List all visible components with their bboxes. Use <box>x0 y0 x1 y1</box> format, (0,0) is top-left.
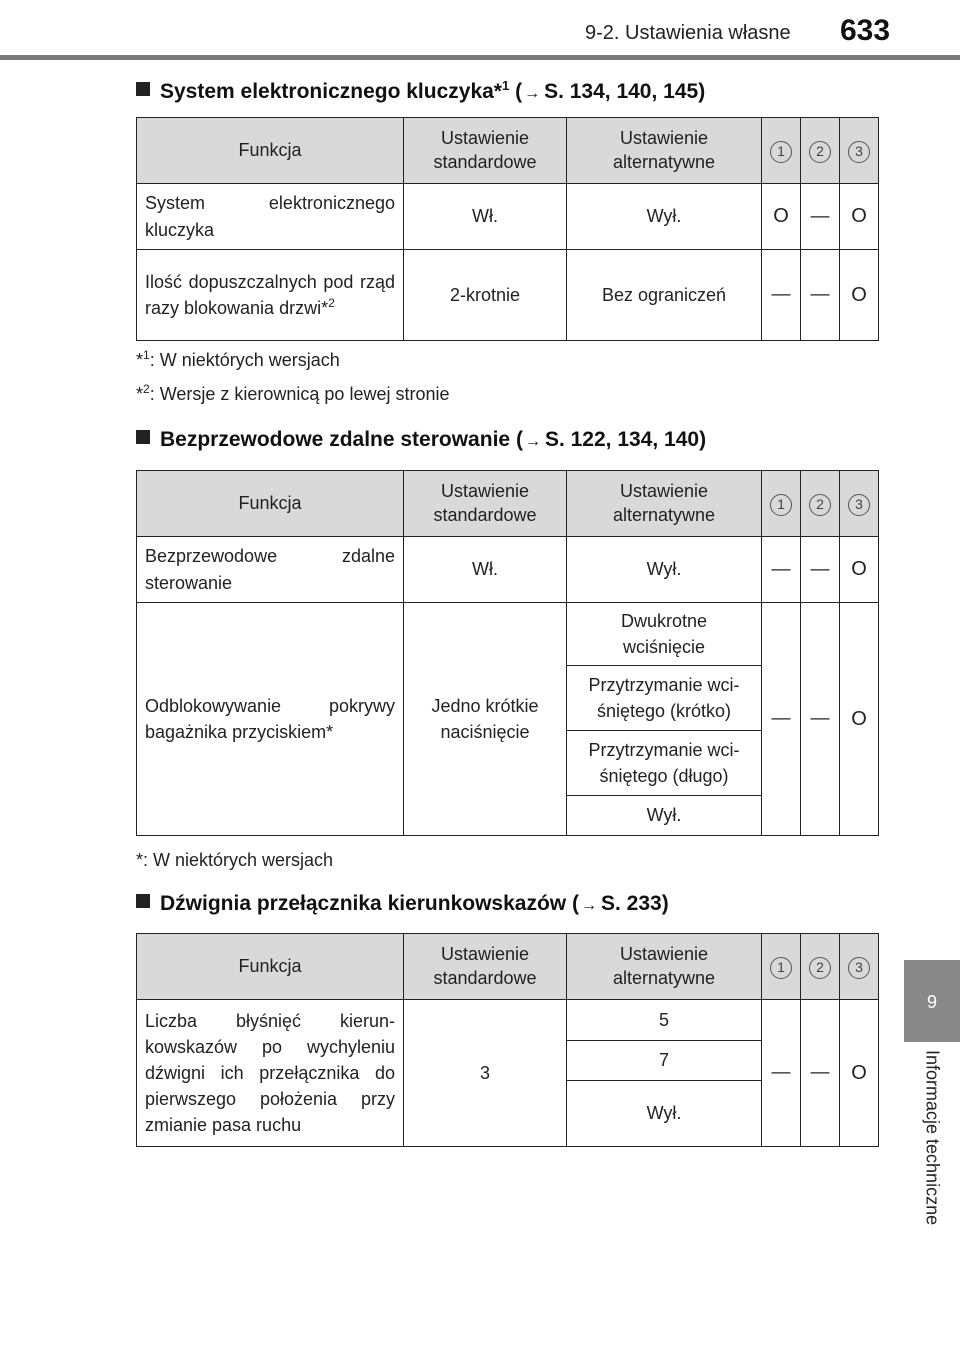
alternative-cell: 5 <box>567 1000 762 1041</box>
method-1-mark: — <box>762 1000 801 1147</box>
footnote-2: *$^2$: Wersje z kierownicą po lewej stronie <box>136 382 450 404</box>
footnote-1: *$^1$: W niektórych wersjach <box>136 348 340 370</box>
alternative-cell: Przytrzymanie wci- śniętego (krótko) <box>567 666 762 731</box>
method-1-mark: O <box>762 184 801 250</box>
column-header-method-3 <box>840 118 879 184</box>
function-cell: System elektronicznego kluczyka <box>137 184 404 250</box>
circle-1-icon: 1 <box>770 141 792 163</box>
function-cell: Ilość dopuszczalnych pod rząd razy blokowania drzwi*$^2$ <box>137 250 404 341</box>
bullet-square-icon <box>136 430 150 444</box>
section-heading: 9-2. Ustawienia własne <box>585 22 791 44</box>
alternative-cell: Dwukrotne wciśnięcie <box>567 603 762 666</box>
bullet-square-icon <box>136 894 150 908</box>
column-header-default: Ustawienie standardowe <box>404 471 567 537</box>
chapter-number: 9 <box>926 992 937 1012</box>
column-header-method-2 <box>801 471 840 537</box>
column-header-method-1 <box>762 471 801 537</box>
table-row <box>137 603 879 666</box>
column-header-function: Funkcja <box>137 471 404 537</box>
footnote-marker: 1 <box>501 78 510 93</box>
alternative-cell: Bez ograniczeń <box>567 250 762 341</box>
method-3-mark: O <box>840 537 879 603</box>
method-3-mark: O <box>840 184 879 250</box>
column-header-alternative: Ustawienie alternatywne <box>567 471 762 537</box>
table-header-row <box>137 118 879 184</box>
bullet-square-icon <box>136 82 150 96</box>
footnote-remote: *: W niektórych wersjach <box>136 850 334 870</box>
column-header-alternative: Ustawienie alternatywne <box>567 118 762 184</box>
table-row <box>137 184 879 250</box>
column-header-method-2 <box>801 118 840 184</box>
method-1-mark: — <box>762 250 801 341</box>
section-title-remote <box>136 428 706 452</box>
function-cell: Liczba błyśnięć kierun-kowskazów po wychyleniu dźwigni ich przełącznika do pierwszego położenia przy zmianie pasa ruchu <box>137 1000 404 1147</box>
section-title-smart-key <box>136 78 705 104</box>
reference-open: ( <box>571 892 579 915</box>
section-title-text: Bezprzewodowe zdalne sterowanie <box>160 428 511 451</box>
alternative-cell: Przytrzymanie wci- śniętego (długo) <box>567 731 762 796</box>
method-3-mark: O <box>840 250 879 341</box>
circle-3-icon: 3 <box>848 494 870 516</box>
default-cell: 2-krotnie <box>404 250 567 341</box>
circle-3-icon: 3 <box>848 957 870 979</box>
chapter-tab <box>904 960 960 1042</box>
column-header-method-3 <box>840 934 879 1000</box>
settings-table-turn-signal <box>136 933 879 1147</box>
default-cell: 3 <box>404 1000 567 1147</box>
header-divider <box>0 55 960 60</box>
settings-table-remote <box>136 470 879 836</box>
circle-1-icon: 1 <box>770 494 792 516</box>
function-cell: Odblokowywanie pokrywy bagażnika przyciskiem* <box>137 603 404 836</box>
section-title-text: Dźwignia przełącznika kierunkowskazów <box>160 892 567 915</box>
alternative-cell: 7 <box>567 1041 762 1081</box>
table-row <box>137 537 879 603</box>
column-header-method-1 <box>762 118 801 184</box>
section-title-text: System elektronicznego kluczyka* <box>160 80 502 103</box>
reference-open: ( <box>515 80 523 103</box>
table-row <box>137 1000 879 1041</box>
alternative-cell: Wył. <box>567 1081 762 1147</box>
table-header-row <box>137 471 879 537</box>
column-header-method-3 <box>840 471 879 537</box>
alternative-cell: Wył. <box>567 184 762 250</box>
page-number: 633 <box>840 14 891 47</box>
circle-2-icon: 2 <box>809 141 831 163</box>
method-3-mark: O <box>840 603 879 836</box>
page-reference: S. 134, 140, 145) <box>544 80 706 103</box>
arrow-icon: → <box>524 433 541 450</box>
method-2-mark: — <box>801 184 840 250</box>
arrow-icon: → <box>524 85 541 102</box>
table-header-row <box>137 934 879 1000</box>
method-1-mark: — <box>762 537 801 603</box>
method-2-mark: — <box>801 603 840 836</box>
method-3-mark: O <box>840 1000 879 1147</box>
arrow-icon: → <box>580 897 597 914</box>
circle-2-icon: 2 <box>809 957 831 979</box>
page-reference: S. 233) <box>600 892 669 915</box>
alternative-cell: Wył. <box>567 537 762 603</box>
method-1-mark: — <box>762 603 801 836</box>
column-header-default: Ustawienie standardowe <box>404 118 567 184</box>
default-cell: Wł. <box>404 184 567 250</box>
page-reference: S. 122, 134, 140) <box>544 428 707 451</box>
default-cell: Jedno krótkie naciśnięcie <box>404 603 567 836</box>
chapter-label-text: Informacje techniczne <box>922 1050 943 1226</box>
method-2-mark: — <box>801 1000 840 1147</box>
section-title-turn-signal <box>136 892 669 916</box>
function-cell: Bezprzewodowe zdalne sterowanie <box>137 537 404 603</box>
alternative-cell: Wył. <box>567 796 762 836</box>
settings-table-smart-key <box>136 117 879 341</box>
default-cell: Wł. <box>404 537 567 603</box>
table-row <box>137 250 879 341</box>
method-2-mark: — <box>801 250 840 341</box>
chapter-label <box>912 1050 952 1270</box>
column-header-method-2 <box>801 934 840 1000</box>
column-header-function: Funkcja <box>137 118 404 184</box>
column-header-alternative: Ustawienie alternatywne <box>567 934 762 1000</box>
reference-open: ( <box>515 428 523 451</box>
column-header-method-1 <box>762 934 801 1000</box>
circle-1-icon: 1 <box>770 957 792 979</box>
circle-2-icon: 2 <box>809 494 831 516</box>
column-header-function: Funkcja <box>137 934 404 1000</box>
column-header-default: Ustawienie standardowe <box>404 934 567 1000</box>
method-2-mark: — <box>801 537 840 603</box>
circle-3-icon: 3 <box>848 141 870 163</box>
